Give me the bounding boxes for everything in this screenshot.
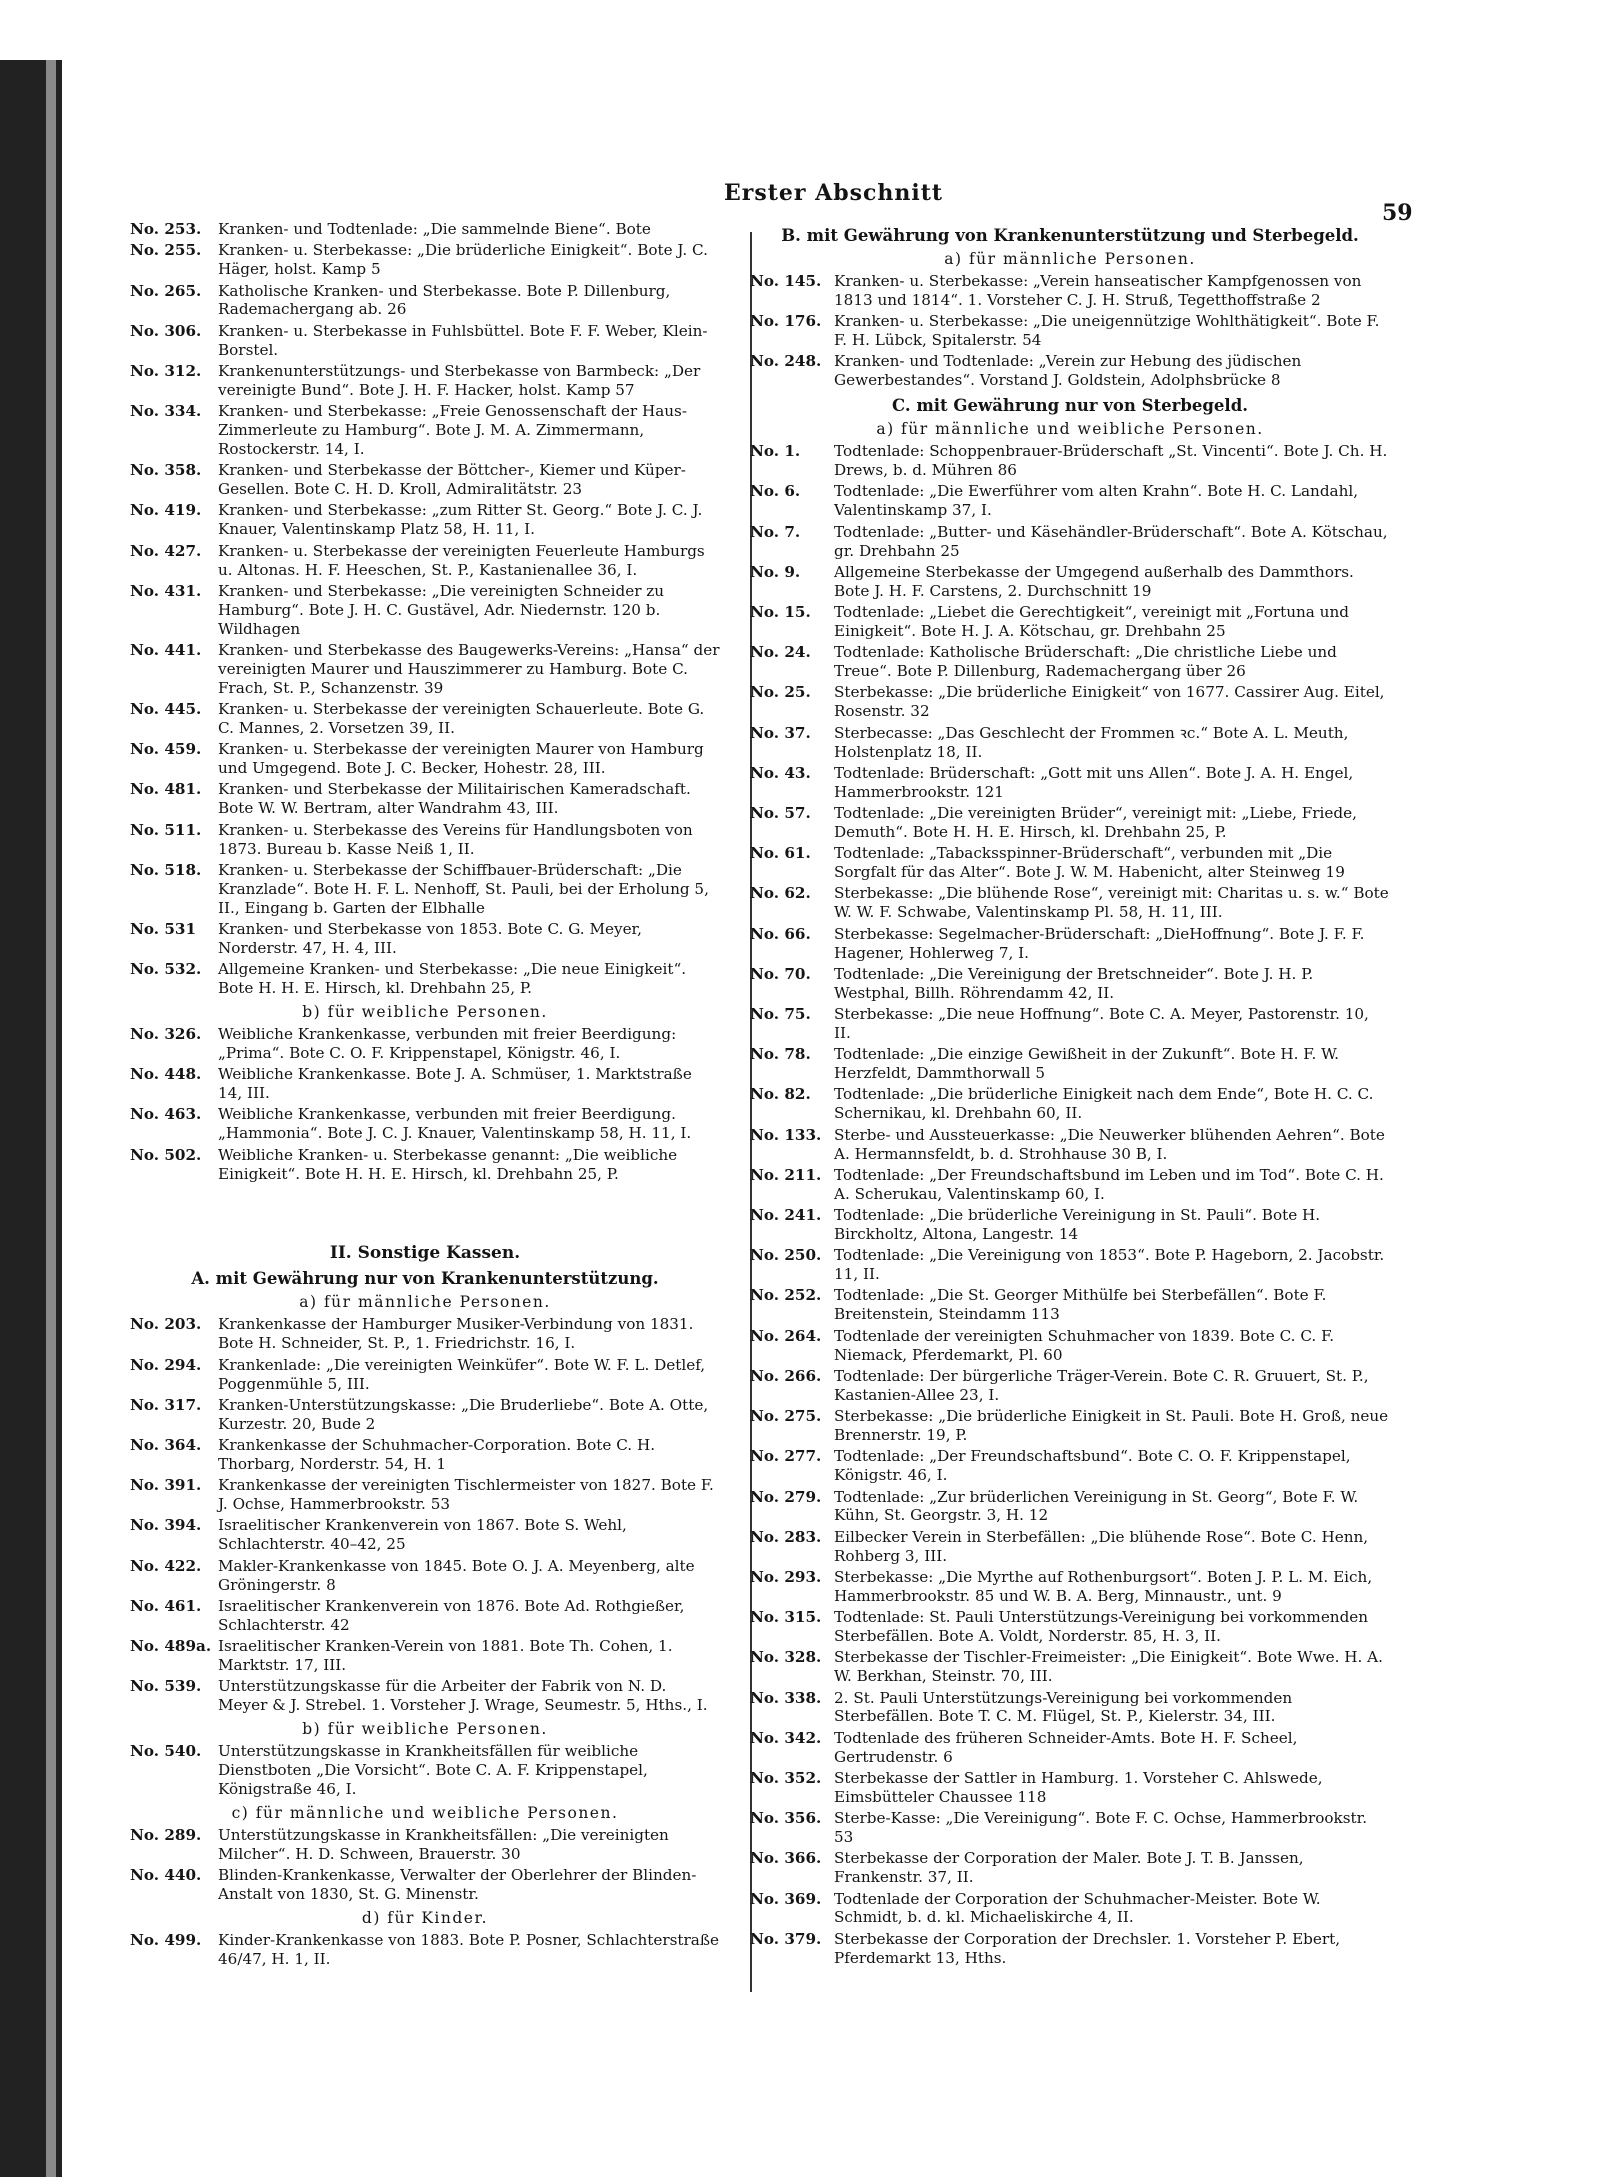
entry-text: Kranken- und Sterbekasse: „Freie Genossenschaft der Haus-Zimmerleute zu Hamburg“. Bote J. M. A. Zimmermann, Rostockerstr. 14, I.: [218, 402, 687, 458]
entry-number: No. 279.: [750, 1487, 822, 1506]
subsection-heading: d) für Kinder.: [361, 1908, 489, 1927]
list-item: [750, 352, 1390, 390]
list-item: [130, 1597, 720, 1635]
entry-text: Israelitischer Krankenverein von 1876. Bote Ad. Rothgießer, Schlachterstr. 42: [218, 1596, 685, 1634]
list-item: [130, 582, 720, 639]
entry-text: Todtenlade: „Butter- und Käsehändler-Brüderschaft“. Bote A. Kötschau, gr. Drehbahn 25: [834, 522, 1388, 560]
left-column: [130, 220, 720, 1971]
entry-text: Todtenlade: „Tabacksspinner-Brüderschaft“, verbunden mit „Die Sorgfalt für das Alter“. Bote J. W. M. Habenicht, alter Steinweg 19: [834, 844, 1345, 882]
entry-list: [130, 1826, 720, 1904]
entry-number: No. 75.: [750, 1005, 811, 1024]
list-item: [130, 1396, 720, 1434]
list-item: [750, 1849, 1390, 1887]
entry-text: Todtenlade: „Der Freundschaftsbund“. Bote C. O. F. Krippenstapel, Königstr. 46, I.: [834, 1447, 1351, 1485]
list-item: [750, 1729, 1390, 1767]
entry-text: Sterbekasse der Sattler in Hamburg. 1. Vorsteher C. Ahlswede, Eimsbütteler Chaussee 118: [834, 1768, 1323, 1806]
entry-number: No. 9.: [750, 562, 801, 581]
entry-text: Todtenlade: „Die Ewerführer vom alten Krahn“. Bote H. C. Landahl, Valentinskamp 37, I.: [834, 482, 1359, 520]
list-item: [750, 1166, 1390, 1204]
list-item: [750, 482, 1390, 520]
entry-number: No. 255.: [130, 241, 202, 260]
entry-text: Allgemeine Sterbekasse der Umgegend außerhalb des Dammthors. Bote J. H. F. Carstens, 2. Durchschnitt 19: [834, 562, 1354, 600]
list-item: [130, 1516, 720, 1554]
list-item: [130, 1866, 720, 1904]
entry-number: No. 61.: [750, 844, 811, 863]
entry-text: Katholische Kranken- und Sterbekasse. Bote P. Dillenburg, Rademachergang ab. 26: [218, 281, 671, 319]
entry-number: No. 463.: [130, 1105, 202, 1124]
entry-text: Kranken- und Todtenlade: „Die sammelnde Biene“. Bote: [218, 220, 651, 238]
list-item: [750, 884, 1390, 922]
list-item: [750, 1447, 1390, 1485]
list-item: [750, 1367, 1390, 1405]
entry-number: No. 440.: [130, 1865, 202, 1884]
entry-number: No. 342.: [750, 1728, 822, 1747]
list-item: [130, 740, 720, 778]
entry-text: Weibliche Krankenkasse. Bote J. A. Schmüser, 1. Marktstraße 14, III.: [218, 1065, 692, 1103]
entry-list: [130, 1025, 720, 1183]
list-item: [750, 1286, 1390, 1324]
entry-text: Todtenlade: „Die St. Georger Mithülfe bei Sterbefällen“. Bote F. Breitenstein, Steindamm 113: [834, 1286, 1327, 1324]
entry-number: No. 145.: [750, 272, 822, 290]
entry-text: Todtenlade: „Die vereinigten Brüder“, vereinigt mit: „Liebe, Friede, Demuth“. Bote H. H. E. Hirsch, kl. Drehbahn 25, P.: [834, 804, 1357, 841]
entry-text: Weibliche Krankenkasse, verbunden mit freier Beerdigung. „Hammonia“. Bote J. C. J. Knauer, Valentinskamp 58, H. 11, I.: [218, 1105, 692, 1143]
entry-text: Kranken- und Todtenlade: „Verein zur Hebung des jüdischen Gewerbestandes“. Vorstand J. Goldstein, Adolphsbrücke 8: [834, 352, 1302, 390]
entry-number: No. 419.: [130, 501, 202, 520]
entry-number: No. 57.: [750, 804, 811, 823]
list-item: [130, 1826, 720, 1864]
entry-number: No. 306.: [130, 321, 202, 340]
list-item: [130, 1146, 720, 1184]
entry-text: Israelitischer Krankenverein von 1867. Bote S. Wehl, Schlachterstr. 40–42, 25: [218, 1516, 627, 1554]
list-item: [750, 1568, 1390, 1606]
list-item: [130, 780, 720, 818]
entry-text: Krankenunterstützungs- und Sterbekasse von Barmbeck: „Der vereinigte Bund“. Bote J. H. F. Hacker, holst. Kamp 57: [218, 361, 701, 399]
entry-text: Todtenlade: Katholische Brüderschaft: „Die christliche Liebe und Treue“. Bote P. Dillenburg, Rademachergang über 26: [834, 643, 1337, 681]
list-item: [130, 920, 720, 958]
entry-text: Kranken- u. Sterbekasse: „Verein hanseatischer Kampfgenossen von 1813 und 1814“. 1. Vorsteher C. J. H. Struß, Tegetthoffstraße 2: [834, 272, 1362, 309]
entry-number: No. 250.: [750, 1246, 822, 1265]
entry-number: No. 78.: [750, 1045, 811, 1064]
entry-number: No. 252.: [750, 1286, 822, 1305]
list-item: [750, 312, 1390, 350]
entry-number: No. 241.: [750, 1206, 822, 1225]
section-heading: II. Sonstige Kassen.: [329, 1243, 521, 1264]
entry-text: Todtenlade: „Die Vereinigung von 1853“. Bote P. Hageborn, 2. Jacobstr. 11, II.: [834, 1246, 1385, 1284]
subsection-heading: b) für weibliche Personen.: [302, 1002, 548, 1021]
entry-text: Kranken- u. Sterbekasse: „Die brüderliche Einigkeit“. Bote J. C. Häger, holst. Kamp 5: [218, 241, 708, 279]
entry-number: No. 82.: [750, 1085, 811, 1104]
entry-number: No. 266.: [750, 1366, 822, 1385]
entry-text: Kranken- und Sterbekasse: „Die vereinigten Schneider zu Hamburg“. Bote J. H. C. Gustävel, Adr. Niedernstr. 120 b. Wildhagen: [218, 581, 665, 638]
entry-text: Sterbe-Kasse: „Die Vereinigung“. Bote F. C. Ochse, Hammerbrookstr. 53: [834, 1809, 1368, 1847]
list-item: [130, 461, 720, 499]
entry-text: Unterstützungskasse in Krankheitsfällen für weibliche Dienstboten „Die Vorsicht“. Bote C. A. F. Krippenstapel, Königstraße 46, I.: [218, 1742, 648, 1798]
section-heading: C. mit Gewährung nur von Sterbegeld.: [892, 396, 1248, 416]
entry-text: Kranken- u. Sterbekasse der vereinigten Feuerleute Hamburgs u. Altonas. H. F. Heeschen, St. P., Kastanienallee 36, I.: [218, 541, 705, 579]
list-item: [750, 1689, 1390, 1727]
entry-number: No. 25.: [750, 683, 811, 702]
entry-number: No. 277.: [750, 1447, 822, 1466]
entry-text: Krankenlade: „Die vereinigten Weinküfer“. Bote W. F. L. Detlef, Poggenmühle 5, III.: [218, 1355, 706, 1393]
entry-number: No. 502.: [130, 1145, 202, 1164]
entry-text: Todtenlade: Der bürgerliche Träger-Verein. Bote C. R. Gruuert, St. P., Kastanien-Allee 23, I.: [834, 1366, 1369, 1404]
list-item: [750, 523, 1390, 561]
list-item: [130, 241, 720, 279]
entry-text: Kranken- u. Sterbekasse des Vereins für Handlungsboten von 1873. Bureau b. Kasse Neiß 1, II.: [218, 820, 693, 858]
list-item: [750, 563, 1390, 601]
entry-number: No. 315.: [750, 1608, 822, 1627]
entry-number: No. 427.: [130, 541, 202, 560]
list-item: [750, 925, 1390, 963]
list-item: [750, 1809, 1390, 1847]
entry-number: No. 328.: [750, 1648, 822, 1667]
section-heading: B. mit Gewährung von Krankenunterstützung und Sterbegeld.: [781, 226, 1359, 245]
entry-number: No. 338.: [750, 1688, 822, 1707]
subsection-heading: b) für weibliche Personen.: [302, 1720, 548, 1739]
entry-text: Kranken- und Sterbekasse des Baugewerks-Vereins: „Hansa“ der vereinigten Maurer und Hauszimmerer zu Hamburg. Bote C. Frach, St. P., Schanzenstr. 39: [218, 640, 720, 697]
list-item: [750, 965, 1390, 1003]
list-item: [130, 282, 720, 320]
entry-text: Kranken- und Sterbekasse: „zum Ritter St. Georg.“ Bote J. C. J. Knauer, Valentinskamp Platz 58, H. 11, I.: [218, 501, 703, 539]
entry-number: No. 326.: [130, 1024, 202, 1043]
list-item: [750, 272, 1390, 310]
entry-number: No. 6.: [750, 482, 801, 501]
list-item: [750, 1045, 1390, 1083]
entry-number: No. 366.: [750, 1849, 822, 1868]
scan-edge-stripe: [46, 60, 56, 2177]
list-item: [750, 724, 1390, 762]
subsection-heading: c) für männliche und weibliche Personen.: [231, 1803, 619, 1822]
entry-list: [130, 1931, 720, 1969]
entry-text: Kranken- u. Sterbekasse in Fuhlsbüttel. Bote F. F. Weber, Klein-Borstel.: [218, 321, 708, 359]
entry-number: No. 499.: [130, 1930, 202, 1949]
entry-text: Kranken- u. Sterbekasse der vereinigten Schauerleute. Bote G. C. Mannes, 2. Vorsetzen 39, II.: [218, 700, 705, 737]
list-item: [750, 1528, 1390, 1566]
list-item: [750, 1930, 1390, 1968]
entry-text: Todtenlade: „Die Vereinigung der Bretschneider“. Bote J. H. P. Westphal, Billh. Röhrendamm 42, II.: [834, 964, 1314, 1002]
list-item: [130, 220, 720, 239]
entry-number: No. 70.: [750, 964, 811, 983]
entry-text: Kranken- und Sterbekasse von 1853. Bote C. G. Meyer, Norderstr. 47, H. 4, III.: [218, 919, 642, 957]
entry-number: No. 15.: [750, 603, 811, 622]
entry-number: No. 445.: [130, 700, 202, 719]
list-item: [130, 542, 720, 580]
entry-number: No. 265.: [130, 281, 202, 300]
entry-number: No. 253.: [130, 220, 202, 238]
list-item: [130, 1476, 720, 1514]
list-item: [750, 442, 1390, 480]
entry-list: [750, 272, 1390, 390]
entry-text: Weibliche Krankenkasse, verbunden mit freier Beerdigung: „Prima“. Bote C. O. F. Krippenstapel, Königstr. 46, I.: [218, 1024, 677, 1062]
subsection-heading: a) für männliche Personen.: [944, 250, 1196, 268]
entry-number: No. 431.: [130, 581, 202, 600]
entry-number: No. 283.: [750, 1527, 822, 1546]
entry-number: No. 37.: [750, 723, 811, 742]
entry-number: No. 66.: [750, 924, 811, 943]
entry-number: No. 293.: [750, 1567, 822, 1586]
entry-number: No. 539.: [130, 1677, 202, 1696]
list-item: [130, 1065, 720, 1103]
page-header-title: Erster Abschnitt: [724, 180, 944, 206]
list-item: [750, 1488, 1390, 1526]
list-item: [750, 1608, 1390, 1646]
entry-number: No. 461.: [130, 1596, 202, 1615]
list-item: [130, 960, 720, 998]
entry-list: [130, 220, 720, 998]
entry-number: No. 391.: [130, 1476, 202, 1495]
list-item: [130, 501, 720, 539]
entry-number: No. 422.: [130, 1556, 202, 1575]
entry-number: No. 394.: [130, 1516, 202, 1535]
entry-text: Sterbekasse der Corporation der Drechsler. 1. Vorsteher P. Ebert, Pferdemarkt 13, Hths.: [834, 1929, 1341, 1967]
entry-number: No. 62.: [750, 884, 811, 903]
list-item: [130, 700, 720, 738]
entry-text: Sterbekasse: „Die brüderliche Einigkeit“ von 1677. Cassirer Aug. Eitel, Rosenstr. 32: [834, 683, 1385, 721]
entry-number: No. 352.: [750, 1768, 822, 1787]
entry-list: [750, 442, 1390, 1967]
list-item: [750, 1005, 1390, 1043]
list-item: [130, 1025, 720, 1063]
entry-text: Sterbekasse der Tischler-Freimeister: „Die Einigkeit“. Bote Wwe. H. A. W. Berkhan, Steinstr. 70, III.: [834, 1648, 1383, 1686]
section-heading: A. mit Gewährung nur von Krankenunterstützung.: [191, 1269, 659, 1289]
entry-text: Todtenlade der vereinigten Schuhmacher von 1839. Bote C. C. F. Niemack, Pferdemarkt, Pl. 60: [834, 1326, 1335, 1364]
entry-number: No. 379.: [750, 1929, 822, 1948]
list-item: [750, 1648, 1390, 1686]
entry-list: [130, 1742, 720, 1799]
entry-text: Kranken- und Sterbekasse der Militairischen Kameradschaft. Bote W. W. Bertram, alter Wandrahm 43, III.: [218, 780, 691, 818]
list-item: [750, 1890, 1390, 1928]
entry-number: No. 364.: [130, 1436, 202, 1455]
entry-text: Kranken- und Sterbekasse der Böttcher-, Kiemer und Küper-Gesellen. Bote C. H. D. Kroll, Admiralitätstr. 23: [218, 461, 686, 499]
entry-list: [130, 1315, 720, 1715]
entry-number: No. 203.: [130, 1315, 202, 1334]
list-item: [750, 1246, 1390, 1284]
entry-text: Sterbekasse der Corporation der Maler. Bote J. T. B. Janssen, Frankenstr. 37, II.: [834, 1849, 1304, 1887]
entry-number: No. 532.: [130, 960, 202, 979]
list-item: [130, 1356, 720, 1394]
entry-text: Todtenlade: „Zur brüderlichen Vereinigung in St. Georg“, Bote F. W. Kühn, St. Georgstr. 3, H. 12: [834, 1487, 1359, 1525]
entry-number: No. 459.: [130, 740, 202, 759]
entry-number: No. 531: [130, 919, 197, 938]
entry-text: Krankenkasse der Schuhmacher-Corporation. Bote C. H. Thorbarg, Norderstr. 54, H. 1: [218, 1436, 656, 1473]
entry-text: Blinden-Krankenkasse, Verwalter der Oberlehrer der Blinden-Anstalt von 1830, St. G. Minenstr.: [218, 1865, 697, 1903]
entry-number: No. 489a.: [130, 1637, 212, 1656]
list-item: [750, 1769, 1390, 1807]
entry-text: Todtenlade: Schoppenbrauer-Brüderschaft „St. Vincenti“. Bote J. Ch. H. Drews, b. d. Mühren 86: [834, 442, 1388, 480]
entry-text: Sterbekasse: „Die brüderliche Einigkeit in St. Pauli. Bote H. Groß, neue Brennerstr. 19, P.: [834, 1407, 1389, 1444]
list-item: [750, 804, 1390, 842]
entry-number: No. 294.: [130, 1355, 202, 1374]
entry-number: No. 24.: [750, 643, 811, 662]
entry-number: No. 211.: [750, 1165, 822, 1184]
entry-number: No. 518.: [130, 860, 202, 879]
entry-number: No. 248.: [750, 352, 822, 371]
entry-text: Eilbecker Verein in Sterbefällen: „Die blühende Rose“. Bote C. Henn, Rohberg 3, III.: [834, 1527, 1369, 1565]
page-number: 59: [1382, 200, 1413, 226]
list-item: [130, 1931, 720, 1969]
entry-number: No. 275.: [750, 1407, 822, 1426]
list-item: [130, 1436, 720, 1474]
list-item: [750, 1085, 1390, 1123]
entry-number: No. 312.: [130, 361, 202, 380]
entry-number: No. 369.: [750, 1889, 822, 1908]
entry-text: Sterbe- und Aussteuerkasse: „Die Neuwerker blühenden Aehren“. Bote A. Hermannsfeldt, b. d. Strohhause 30 B, I.: [834, 1125, 1385, 1163]
list-item: [130, 1105, 720, 1143]
list-item: [750, 764, 1390, 802]
list-item: [750, 1327, 1390, 1365]
list-item: [750, 643, 1390, 681]
entry-number: No. 317.: [130, 1395, 202, 1414]
entry-text: Kranken-Unterstützungskasse: „Die Bruderliebe“. Bote A. Otte, Kurzestr. 20, Bude 2: [218, 1395, 709, 1433]
entry-text: Todtenlade: „Die brüderliche Vereinigung in St. Pauli“. Bote H. Birckholtz, Altona, Langestr. 14: [834, 1206, 1321, 1243]
list-item: [130, 402, 720, 459]
subsection-heading: a) für männliche und weibliche Personen.: [876, 420, 1264, 439]
entry-text: Sterbekasse: Segelmacher-Brüderschaft: „DieHoffnung“. Bote J. F. F. Hagener, Hohlerweg 7, I.: [834, 924, 1365, 962]
entry-text: Unterstützungskasse in Krankheitsfällen: „Die vereinigten Milcher“. H. D. Schween, Brauerstr. 30: [218, 1825, 669, 1863]
entry-text: Todtenlade des früheren Schneider-Amts. Bote H. F. Scheel, Gertrudenstr. 6: [834, 1728, 1298, 1766]
entry-number: No. 481.: [130, 780, 202, 799]
list-item: [130, 362, 720, 400]
list-item: [750, 1407, 1390, 1445]
list-item: [130, 1557, 720, 1595]
entry-number: No. 1.: [750, 442, 801, 461]
entry-text: Sterbekasse: „Die neue Hoffnung“. Bote C. A. Meyer, Pastorenstr. 10, II.: [834, 1005, 1369, 1042]
entry-number: No. 133.: [750, 1125, 822, 1144]
entry-text: Todtenlade: „Liebet die Gerechtigkeit“, vereinigt mit „Fortuna und Einigkeit“. Bote H. J. A. Kötschau, gr. Drehbahn 25: [834, 603, 1349, 640]
list-item: [130, 1677, 720, 1715]
entry-text: Sterbecasse: „Das Geschlecht der Frommen ꝛc.“ Bote A. L. Meuth, Holstenplatz 18, II.: [834, 723, 1349, 761]
right-column: [750, 220, 1390, 1970]
entry-text: Todtenlade: „Der Freundschaftsbund im Leben und im Tod“. Bote C. H. A. Scherukau, Valentinskamp 60, I.: [834, 1165, 1384, 1203]
entry-number: No. 358.: [130, 461, 202, 480]
entry-text: Kranken- u. Sterbekasse der Schiffbauer-Brüderschaft: „Die Kranzlade“. Bote H. F. L. Nenhoff, St. Pauli, bei der Erholung 5, II., Eingang b. Garten der Elbhalle: [218, 860, 709, 917]
entry-number: No. 264.: [750, 1326, 822, 1345]
entry-number: No. 540.: [130, 1742, 202, 1761]
entry-text: Weibliche Kranken- u. Sterbekasse genannt: „Die weibliche Einigkeit“. Bote H. H. E. Hirsch, kl. Drehbahn 25, P.: [218, 1145, 678, 1183]
entry-text: Todtenlade der Corporation der Schuhmacher-Meister. Bote W. Schmidt, b. d. kl. Michaeliskirche 4, II.: [834, 1889, 1321, 1927]
entry-text: Krankenkasse der Hamburger Musiker-Verbindung von 1831. Bote H. Schneider, St. P., 1. Friedrichstr. 16, I.: [218, 1315, 694, 1353]
list-item: [750, 1126, 1390, 1164]
entry-text: Kranken- u. Sterbekasse: „Die uneigennützige Wohlthätigkeit“. Bote F. F. H. Lübck, Spitalerstr. 54: [834, 312, 1380, 350]
entry-text: Todtenlade: „Die einzige Gewißheit in der Zukunft“. Bote H. F. W. Herzfeldt, Dammthorwall 5: [834, 1045, 1339, 1083]
list-item: [130, 322, 720, 360]
entry-text: Kinder-Krankenkasse von 1883. Bote P. Posner, Schlachterstraße 46/47, H. 1, II.: [218, 1930, 719, 1968]
entry-number: No. 448.: [130, 1065, 202, 1084]
entry-number: No. 356.: [750, 1809, 822, 1828]
entry-text: Kranken- u. Sterbekasse der vereinigten Maurer von Hamburg und Umgegend. Bote J. C. Becker, Hohestr. 28, III.: [218, 740, 704, 778]
entry-text: Sterbekasse: „Die blühende Rose“, vereinigt mit: Charitas u. s. w.“ Bote W. W. F. Schwabe, Valentinskamp Pl. 58, H. 11, III.: [834, 884, 1389, 922]
entry-text: Todtenlade: „Die brüderliche Einigkeit nach dem Ende“, Bote H. C. C. Schernikau, kl. Drehbahn 60, II.: [834, 1085, 1374, 1123]
list-item: [130, 1315, 720, 1353]
scan-margin-top: [0, 0, 62, 60]
list-item: [750, 844, 1390, 882]
entry-text: Allgemeine Kranken- und Sterbekasse: „Die neue Einigkeit“. Bote H. H. E. Hirsch, kl. Drehbahn 25, P.: [218, 960, 687, 998]
entry-number: No. 7.: [750, 522, 801, 541]
list-item: [750, 683, 1390, 721]
entry-text: Krankenkasse der vereinigten Tischlermeister von 1827. Bote F. J. Ochse, Hammerbrookstr. 53: [218, 1476, 714, 1514]
list-item: [750, 603, 1390, 641]
subsection-heading: a) für männliche Personen.: [299, 1293, 551, 1312]
list-item: [130, 861, 720, 918]
entry-number: No. 511.: [130, 820, 202, 839]
list-item: [750, 1206, 1390, 1244]
entry-text: Todtenlade: St. Pauli Unterstützungs-Vereinigung bei vorkommenden Sterbefällen. Bote A. Voldt, Norderstr. 85, H. 3, II.: [834, 1608, 1369, 1646]
entry-text: Sterbekasse: „Die Myrthe auf Rothenburgsort“. Boten J. P. L. M. Eich, Hammerbrookstr. 85 und W. B. A. Berg, Minnaustr., unt. 9: [834, 1567, 1373, 1605]
list-item: [130, 821, 720, 859]
entry-number: No. 334.: [130, 402, 202, 421]
entry-number: No. 441.: [130, 640, 202, 659]
entry-text: Makler-Krankenkasse von 1845. Bote O. J. A. Meyenberg, alte Gröningerstr. 8: [218, 1556, 695, 1594]
list-item: [130, 1637, 720, 1675]
entry-number: No. 43.: [750, 763, 811, 782]
list-item: [130, 641, 720, 698]
entry-number: No. 176.: [750, 312, 822, 331]
entry-text: Todtenlade: Brüderschaft: „Gott mit uns Allen“. Bote J. A. H. Engel, Hammerbrookstr. 121: [834, 763, 1354, 801]
entry-text: Israelitischer Kranken-Verein von 1881. Bote Th. Cohen, 1. Marktstr. 17, III.: [218, 1637, 673, 1674]
entry-text: Unterstützungskasse für die Arbeiter der Fabrik von N. D. Meyer & J. Strebel. 1. Vorsteher J. Wrage, Seumestr. 5, Hths., I.: [218, 1677, 708, 1715]
entry-number: No. 289.: [130, 1825, 202, 1844]
list-item: [130, 1742, 720, 1799]
entry-text: 2. St. Pauli Unterstützungs-Vereinigung bei vorkommenden Sterbefällen. Bote T. C. M. Flügel, St. P., Kielerstr. 34, III.: [834, 1688, 1293, 1726]
